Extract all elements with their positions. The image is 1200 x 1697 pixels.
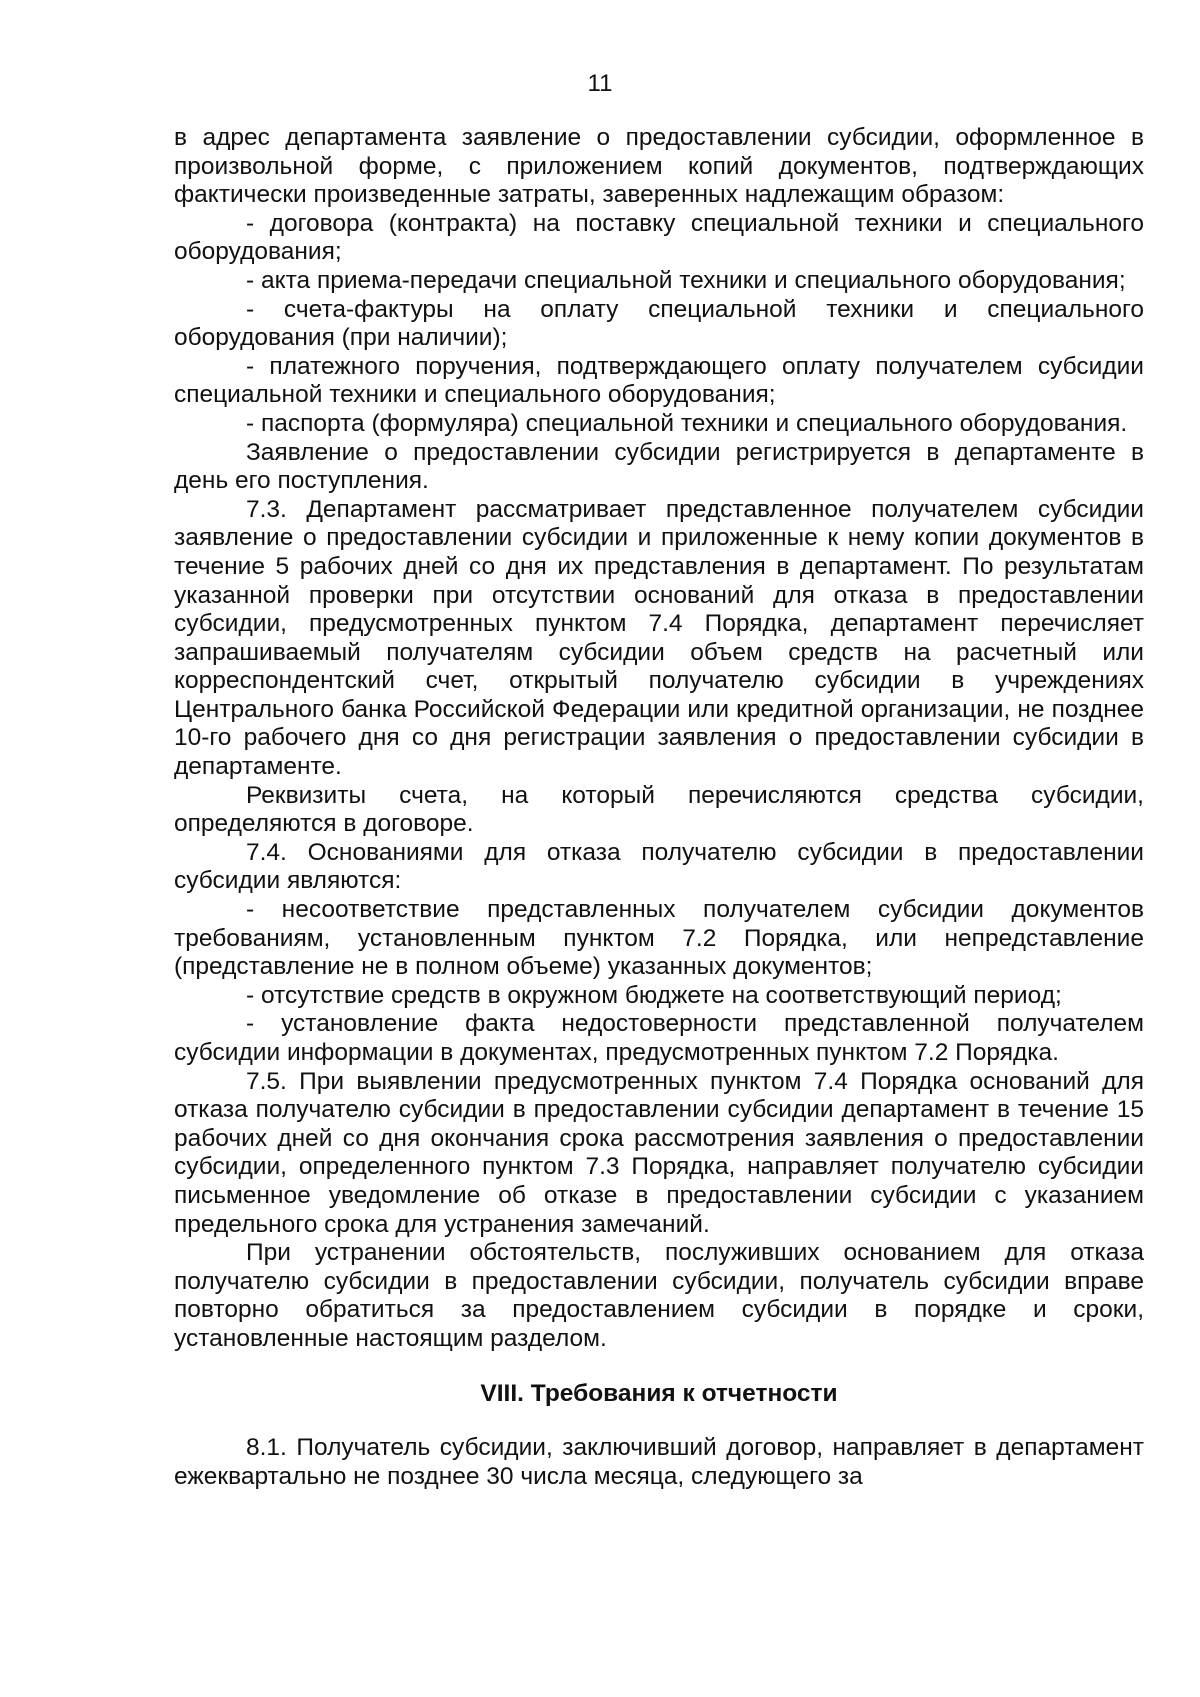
list-item-contract: - договора (контракта) на поставку специальной техники и специального оборудования; xyxy=(174,209,1144,266)
paragraph-registration: Заявление о предоставлении субсидии регистрируется в департаменте в день его поступления. xyxy=(174,438,1144,495)
paragraph-account-details: Реквизиты счета, на который перечисляются средства субсидии, определяются в договоре. xyxy=(174,781,1144,838)
paragraph-7-3: 7.3. Департамент рассматривает представленное получателем субсидии заявление о предоставлении субсидии и приложенные к нему копии документов в течение 5 рабочих дней со дня их представления в департамент. По результатам указанной проверки при отсутствии оснований для отказа в предоставлении субсидии, предусмотренных пунктом 7.4 Порядка, департамент перечисляет запрашиваемый получателям субсидии объем средств на расчетный или корреспондентский счет, открытый получателю субсидии в учреждениях Центрального банка Российской Федерации или кредитной организации, не позднее 10-го рабочего дня со дня регистрации заявления о предоставлении субсидии в департаменте. xyxy=(174,495,1144,781)
paragraph-7-5: 7.5. При выявлении предусмотренных пунктом 7.4 Порядка оснований для отказа получателю субсидии в предоставлении субсидии департамент в течение 15 рабочих дней со дня окончания срока рассмотрения заявления о предоставлении субсидии, определенного пунктом 7.3 Порядка, направляет получателю субсидии письменное уведомление об отказе в предоставлении субсидии с указанием предельного срока для устранения замечаний. xyxy=(174,1067,1144,1238)
list-item-noncompliance: - несоответствие представленных получателем субсидии документов требованиям, установленным пунктом 7.2 Порядка, или непредставление (представление не в полном объеме) указанных документов; xyxy=(174,896,1144,981)
list-item-false-info: - установление факта недостоверности представленной получателем субсидии информации в документах, предусмотренных пунктом 7.2 Порядка. xyxy=(174,1010,1144,1066)
list-item-act: - акта приема-передачи специальной техники и специального оборудования; xyxy=(246,266,1126,294)
section-heading: VIII. Требования к отчетности xyxy=(480,1379,838,1407)
paragraph-8-1: 8.1. Получатель субсидии, заключивший договор, направляет в департамент ежеквартально не позднее 30 числа месяца, следующего за xyxy=(174,1434,1144,1490)
paragraph-reapply: При устранении обстоятельств, послуживших основанием для отказа получателю субсидии в предоставлении субсидии, получатель субсидии вправе повторно обратиться за предоставлением субсидии в порядке и сроки, установленные настоящим разделом. xyxy=(174,1239,1144,1352)
paragraph-7-4: 7.4. Основаниями для отказа получателю субсидии в предоставлении субсидии являются: xyxy=(174,838,1144,895)
list-item-payment-order: - платежного поручения, подтверждающего оплату получателем субсидии специальной техники и специального оборудования; xyxy=(174,352,1144,409)
page-number: 11 xyxy=(587,70,613,97)
list-item-passport: - паспорта (формуляра) специальной техники и специального оборудования. xyxy=(246,409,1128,437)
list-item-invoice: - счета-фактуры на оплату специальной техники и специального оборудования (при наличии); xyxy=(174,295,1144,352)
document-body xyxy=(174,124,1144,1491)
list-item-no-funds: - отсутствие средств в окружном бюджете на соответствующий период; xyxy=(246,981,1062,1009)
paragraph-continuation: в адрес департамента заявление о предоставлении субсидии, оформленное в произвольной форме, с приложением копий документов, подтверждающих фактически произведенные затраты, заверенных надлежащим образом: xyxy=(174,124,1144,209)
